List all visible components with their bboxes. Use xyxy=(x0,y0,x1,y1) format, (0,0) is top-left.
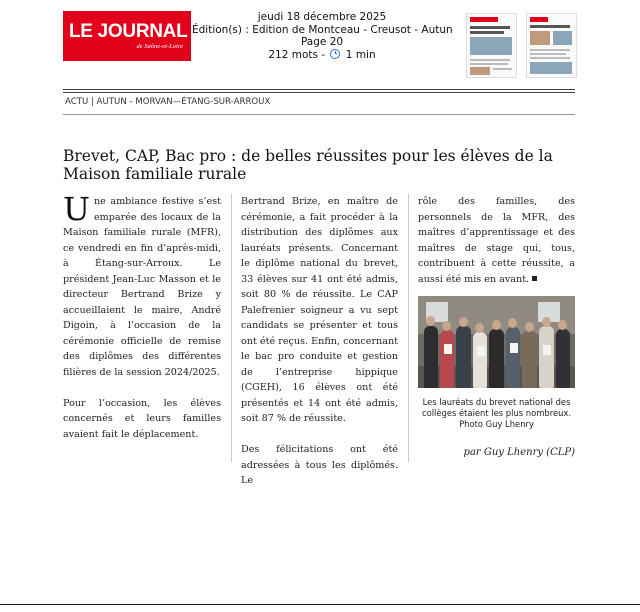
article-headline: Brevet, CAP, Bac pro : de belles réussites pour les élèves de la Maison familiale rurale xyxy=(63,147,553,183)
drop-cap: U xyxy=(63,190,90,228)
publication-date: jeudi 18 décembre 2025 xyxy=(257,11,387,23)
column-divider xyxy=(231,194,232,462)
page-bottom-rule xyxy=(0,604,640,605)
page-thumbnail-article[interactable] xyxy=(526,13,577,78)
photo-caption: Les lauréats du brevet national des collèges étaient les plus nombreux. Photo Guy Lhenry xyxy=(421,397,572,429)
end-of-article-mark xyxy=(532,276,537,281)
article-paragraph xyxy=(418,194,575,287)
newspaper-logo xyxy=(63,11,191,61)
reading-info xyxy=(192,49,452,62)
clock-icon xyxy=(330,49,340,59)
article-category: ACTU | AUTUN - MORVAN—ÉTANG-SUR-ARROUX xyxy=(65,97,271,107)
article-column-1 xyxy=(63,190,221,458)
article-column-2 xyxy=(241,194,398,504)
word-count: 212 mots - xyxy=(268,48,326,61)
edition-list: Édition(s) : Edition de Montceau - Creusot - Autun xyxy=(192,23,453,36)
thumbnail-masthead xyxy=(470,17,498,22)
article-byline: par Guy Lhenry (CLP) xyxy=(463,447,575,458)
thumbnail-masthead xyxy=(530,17,548,22)
paragraph-text: ne ambiance festive s’est emparée des locaux de la Maison familiale rurale (MFR), ce vendredi en fin d’après-midi, à Étang-sur-Arroux. Le président Jean-Luc Masson et le directeur Bertrand Brize y accueillaient le maire, André Digoin, à l’occasion de la cérémonie officielle de remise des diplômes des différentes filières de la session 2024/2025. xyxy=(63,196,221,378)
article-paragraph xyxy=(63,190,221,380)
page-number: Page 20 xyxy=(300,36,344,48)
category-rule-bottom xyxy=(63,114,575,115)
article-paragraph: Des félicitations ont été adressées à tous les diplômés. Le xyxy=(241,444,398,486)
article-column-3 xyxy=(418,194,575,303)
logo-subtitle: de Saône-et-Loire xyxy=(136,43,183,50)
article-photo[interactable] xyxy=(418,296,575,388)
column-divider xyxy=(408,194,409,462)
article-paragraph: Pour l’occasion, les élèves concernés et leurs familles avaient fait le déplacement. xyxy=(63,397,221,440)
category-rule-top xyxy=(63,89,575,90)
logo-title: LE JOURNAL xyxy=(69,21,188,42)
publication-meta xyxy=(192,11,452,61)
page-thumbnail-front[interactable] xyxy=(466,13,517,78)
paragraph-text: rôle des familles, des personnels de la MFR, des maîtres d’apprentissage et des maîtres de stage qui, tous, contribuent à cette réussite, a aussi été mis en avant. xyxy=(418,196,575,285)
category-rule-top-double xyxy=(63,92,575,93)
article-paragraph: Bertrand Brize, en maître de cérémonie, a fait procéder à la distribution des diplômes aux lauréats présents. Concernant le diplôme national du brevet, 33 élèves sur 41 ont été admis, soit 80 % de réussite. Le CAP Palefrenier soigneur a vu sept candidats se présenter et tous ont été reçus. Enfin, concernant le bac pro conduite et gestion de l’entreprise hippique (CGEH), 16 élèves ont été présentés et 14 ont été admis, soit 87 % de réussite. xyxy=(241,196,398,424)
read-time: 1 min xyxy=(345,48,376,61)
